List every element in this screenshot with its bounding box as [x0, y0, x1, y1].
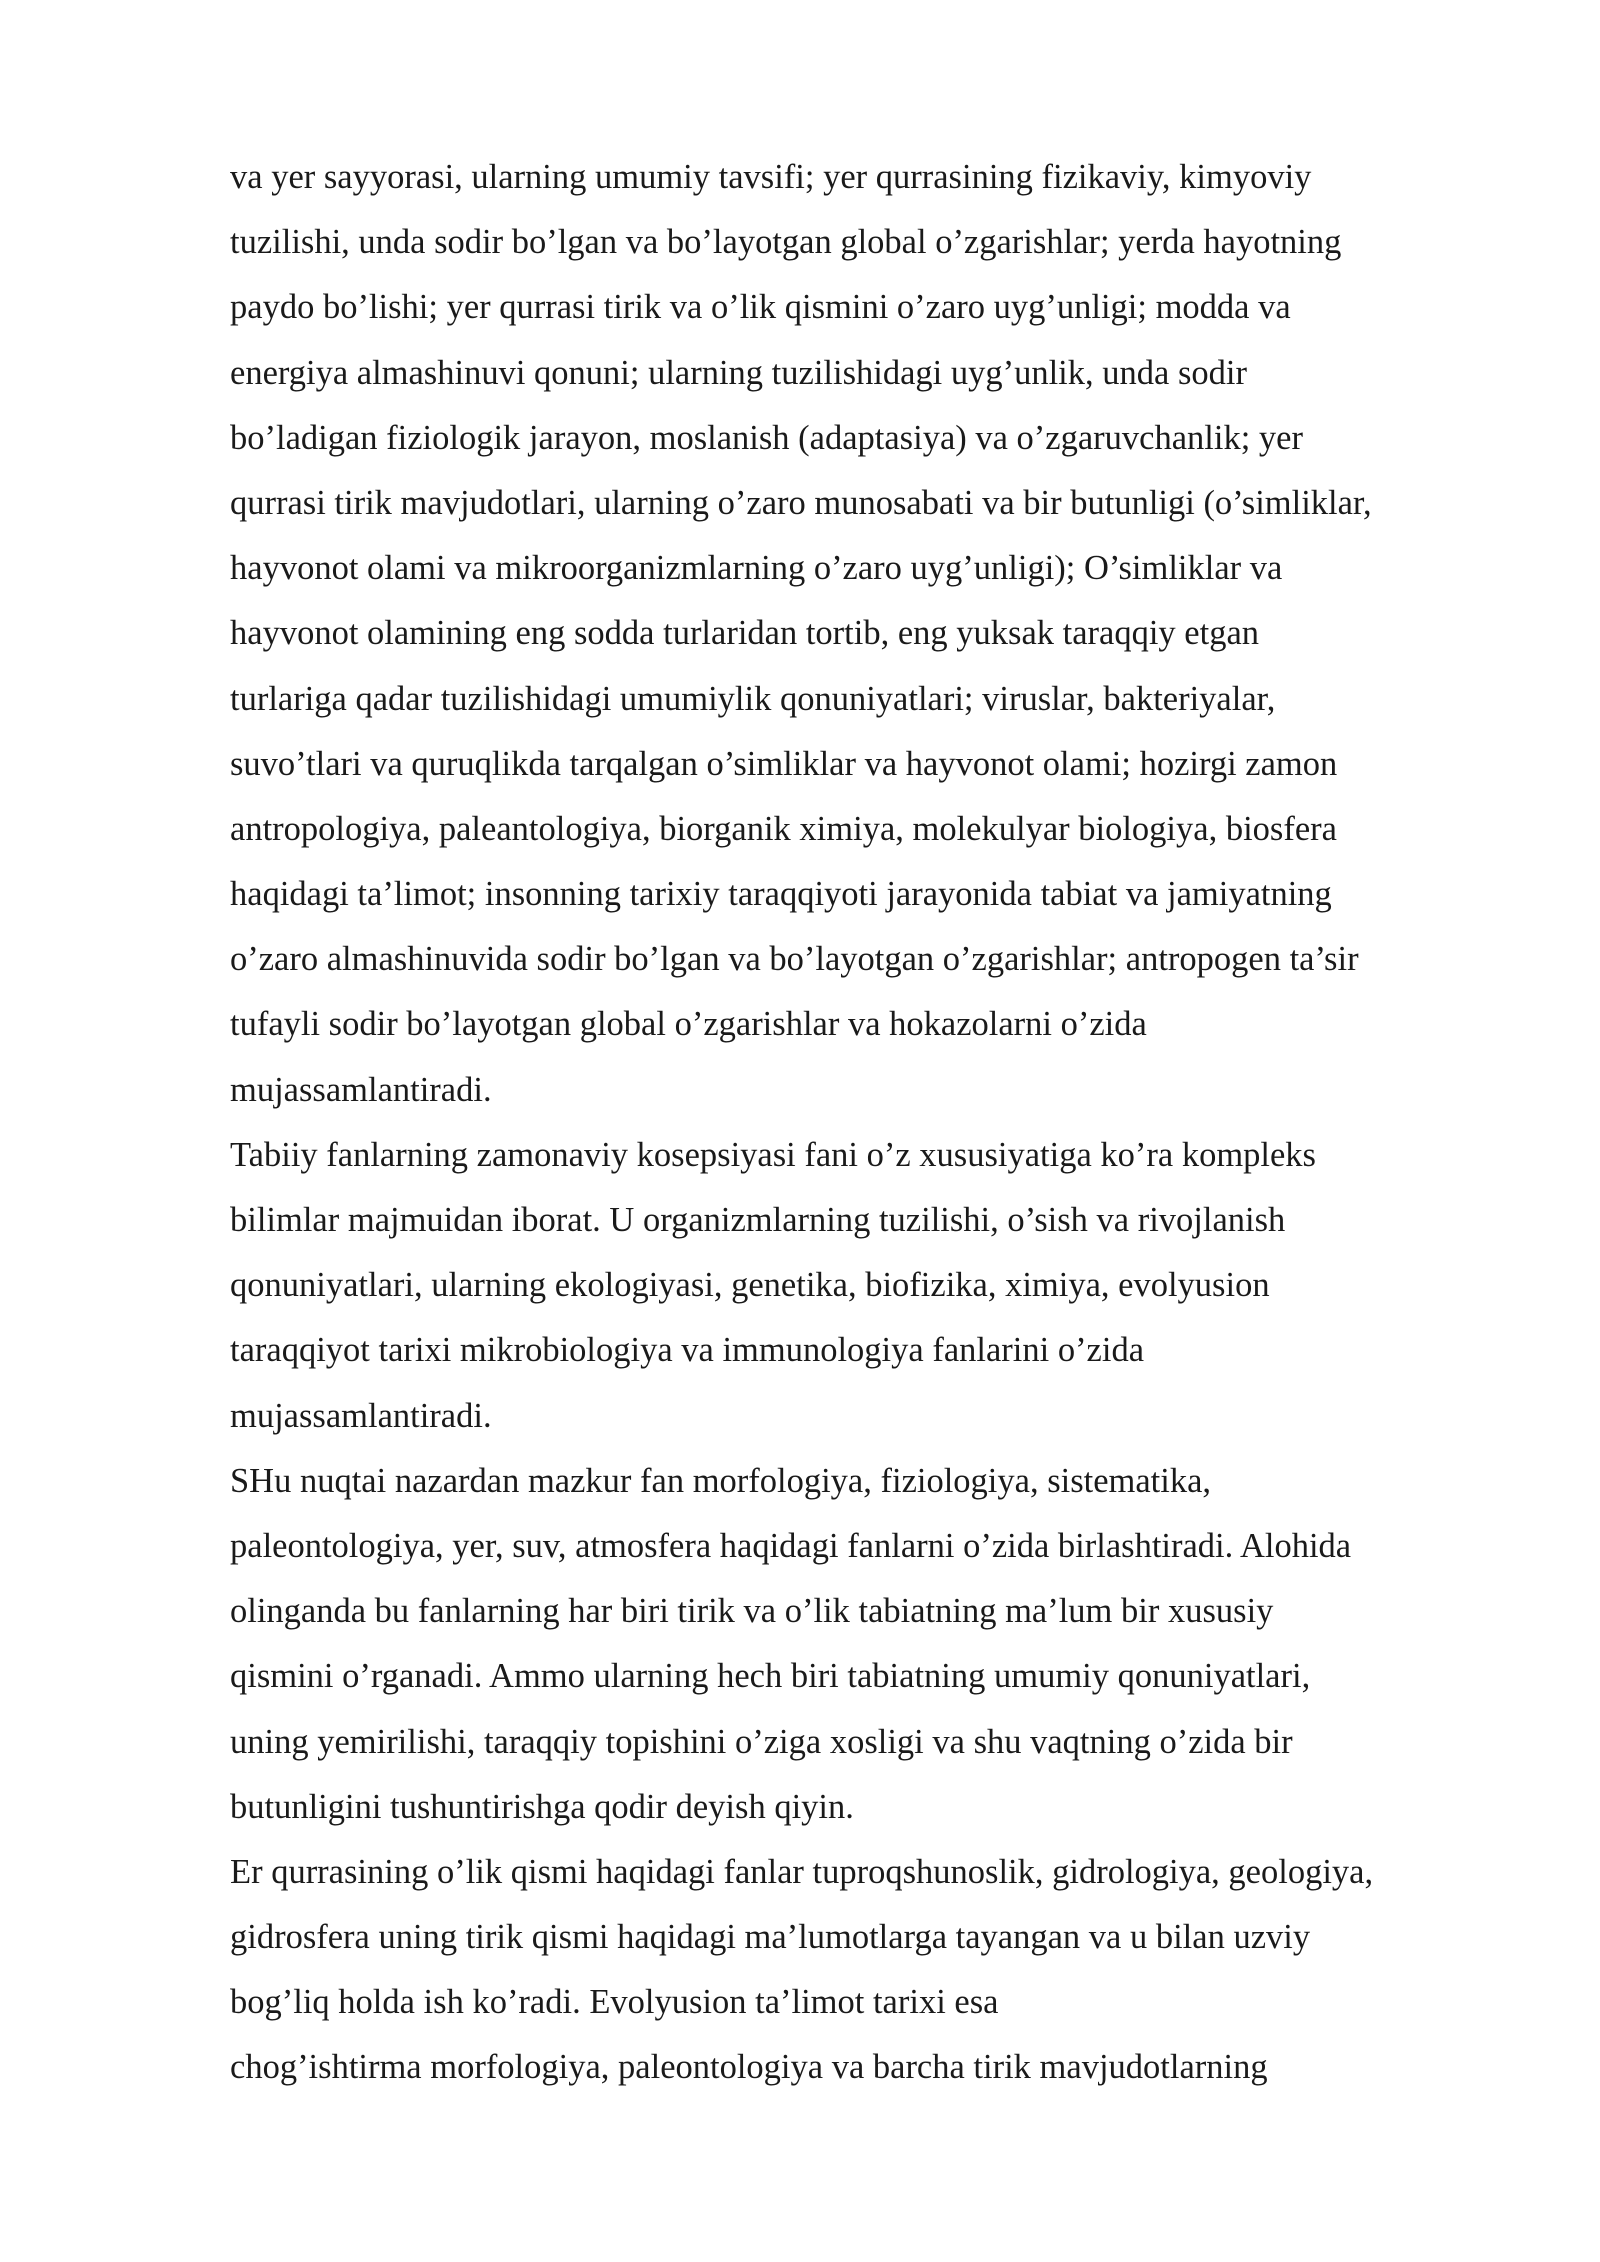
- text-line: Tabiiy fanlarning zamonaviy kosepsiyasi fani o’z xususiyatiga ko’ra kompleks: [230, 1135, 1316, 1174]
- document-page: [230, 145, 1520, 2101]
- text-line: turlariga qadar tuzilishidagi umumiylik qonuniyatlari; viruslar, bakteriyalar,: [230, 679, 1276, 718]
- paragraph-4: [230, 1840, 1520, 2101]
- text-line: chog’ishtirma morfologiya, paleontologiya va barcha tirik mavjudotlarning: [230, 2048, 1268, 2087]
- text-line: suvo’tlari va quruqlikda tarqalgan o’simliklar va hayvonot olami; hozirgi zamon: [230, 744, 1338, 783]
- paragraph-3: [230, 1449, 1520, 1840]
- text-line: tuzilishi, unda sodir bo’lgan va bo’layotgan global o’zgarishlar; yerda hayotning: [230, 223, 1342, 262]
- paragraph-1: [230, 145, 1520, 1123]
- text-line: SHu nuqtai nazardan mazkur fan morfologiya, fiziologiya, sistematika,: [230, 1461, 1212, 1500]
- text-line: paleontologiya, yer, suv, atmosfera haqidagi fanlarni o’zida birlashtiradi. Alohida: [230, 1526, 1352, 1565]
- text-line: qurrasi tirik mavjudotlari, ularning o’zaro munosabati va bir butunligi (o’simliklar,: [230, 483, 1372, 522]
- text-line: Er qurrasining o’lik qismi haqidagi fanlar tuproqshunoslik, gidrologiya, geologiya,: [230, 1852, 1374, 1891]
- text-line: qismini o’rganadi. Ammo ularning hech biri tabiatning umumiy qonuniyatlari,: [230, 1657, 1311, 1696]
- text-line: haqidagi ta’limot; insonning tarixiy taraqqiyoti jarayonida tabiat va jamiyatning: [230, 875, 1332, 914]
- text-line: bo’ladigan fiziologik jarayon, moslanish (adaptasiya) va o’zgaruvchanlik; yer: [230, 418, 1303, 457]
- text-line: bilimlar majmuidan iborat. U organizmlarning tuzilishi, o’sish va rivojlanish: [230, 1201, 1286, 1239]
- text-line: tufayli sodir bo’layotgan global o’zgarishlar va hokazolarni o’zida: [230, 1005, 1147, 1044]
- text-line: o’zaro almashinuvida sodir bo’lgan va bo’layotgan o’zgarishlar; antropogen ta’sir: [230, 940, 1359, 979]
- text-line: bog’liq holda ish ko’radi. Evolyusion ta’limot tarixi esa: [230, 1983, 999, 2022]
- text-line: hayvonot olamining eng sodda turlaridan tortib, eng yuksak taraqqiy etgan: [230, 614, 1260, 653]
- text-line: mujassamlantiradi.: [230, 1070, 492, 1109]
- text-line: qonuniyatlari, ularning ekologiyasi, genetika, biofizika, ximiya, evolyusion: [230, 1266, 1270, 1305]
- paragraph-2: [230, 1123, 1520, 1449]
- text-line: butunligini tushuntirishga qodir deyish qiyin.: [230, 1787, 854, 1826]
- text-line: taraqqiyot tarixi mikrobiologiya va immunologiya fanlarini o’zida: [230, 1331, 1145, 1370]
- text-line: mujassamlantiradi.: [230, 1396, 492, 1435]
- text-line: va yer sayyorasi, ularning umumiy tavsifi; yer qurrasining fizikaviy, kimyoviy: [230, 158, 1312, 196]
- text-line: antropologiya, paleantologiya, biorganik ximiya, molekulyar biologiya, biosfera: [230, 809, 1337, 848]
- text-line: uning yemirilishi, taraqqiy topishini o’ziga xosligi va shu vaqtning o’zida bir: [230, 1722, 1293, 1761]
- text-line: gidrosfera uning tirik qismi haqidagi ma’lumotlarga tayangan va u bilan uzviy: [230, 1918, 1311, 1957]
- text-line: energiya almashinuvi qonuni; ularning tuzilishidagi uyg’unlik, unda sodir: [230, 353, 1247, 392]
- text-line: paydo bo’lishi; yer qurrasi tirik va o’lik qismini o’zaro uyg’unligi; modda va: [230, 288, 1291, 327]
- text-line: olinganda bu fanlarning har biri tirik va o’lik tabiatning ma’lum bir xususiy: [230, 1592, 1274, 1631]
- text-line: hayvonot olami va mikroorganizmlarning o’zaro uyg’unligi); O’simliklar va: [230, 549, 1283, 588]
